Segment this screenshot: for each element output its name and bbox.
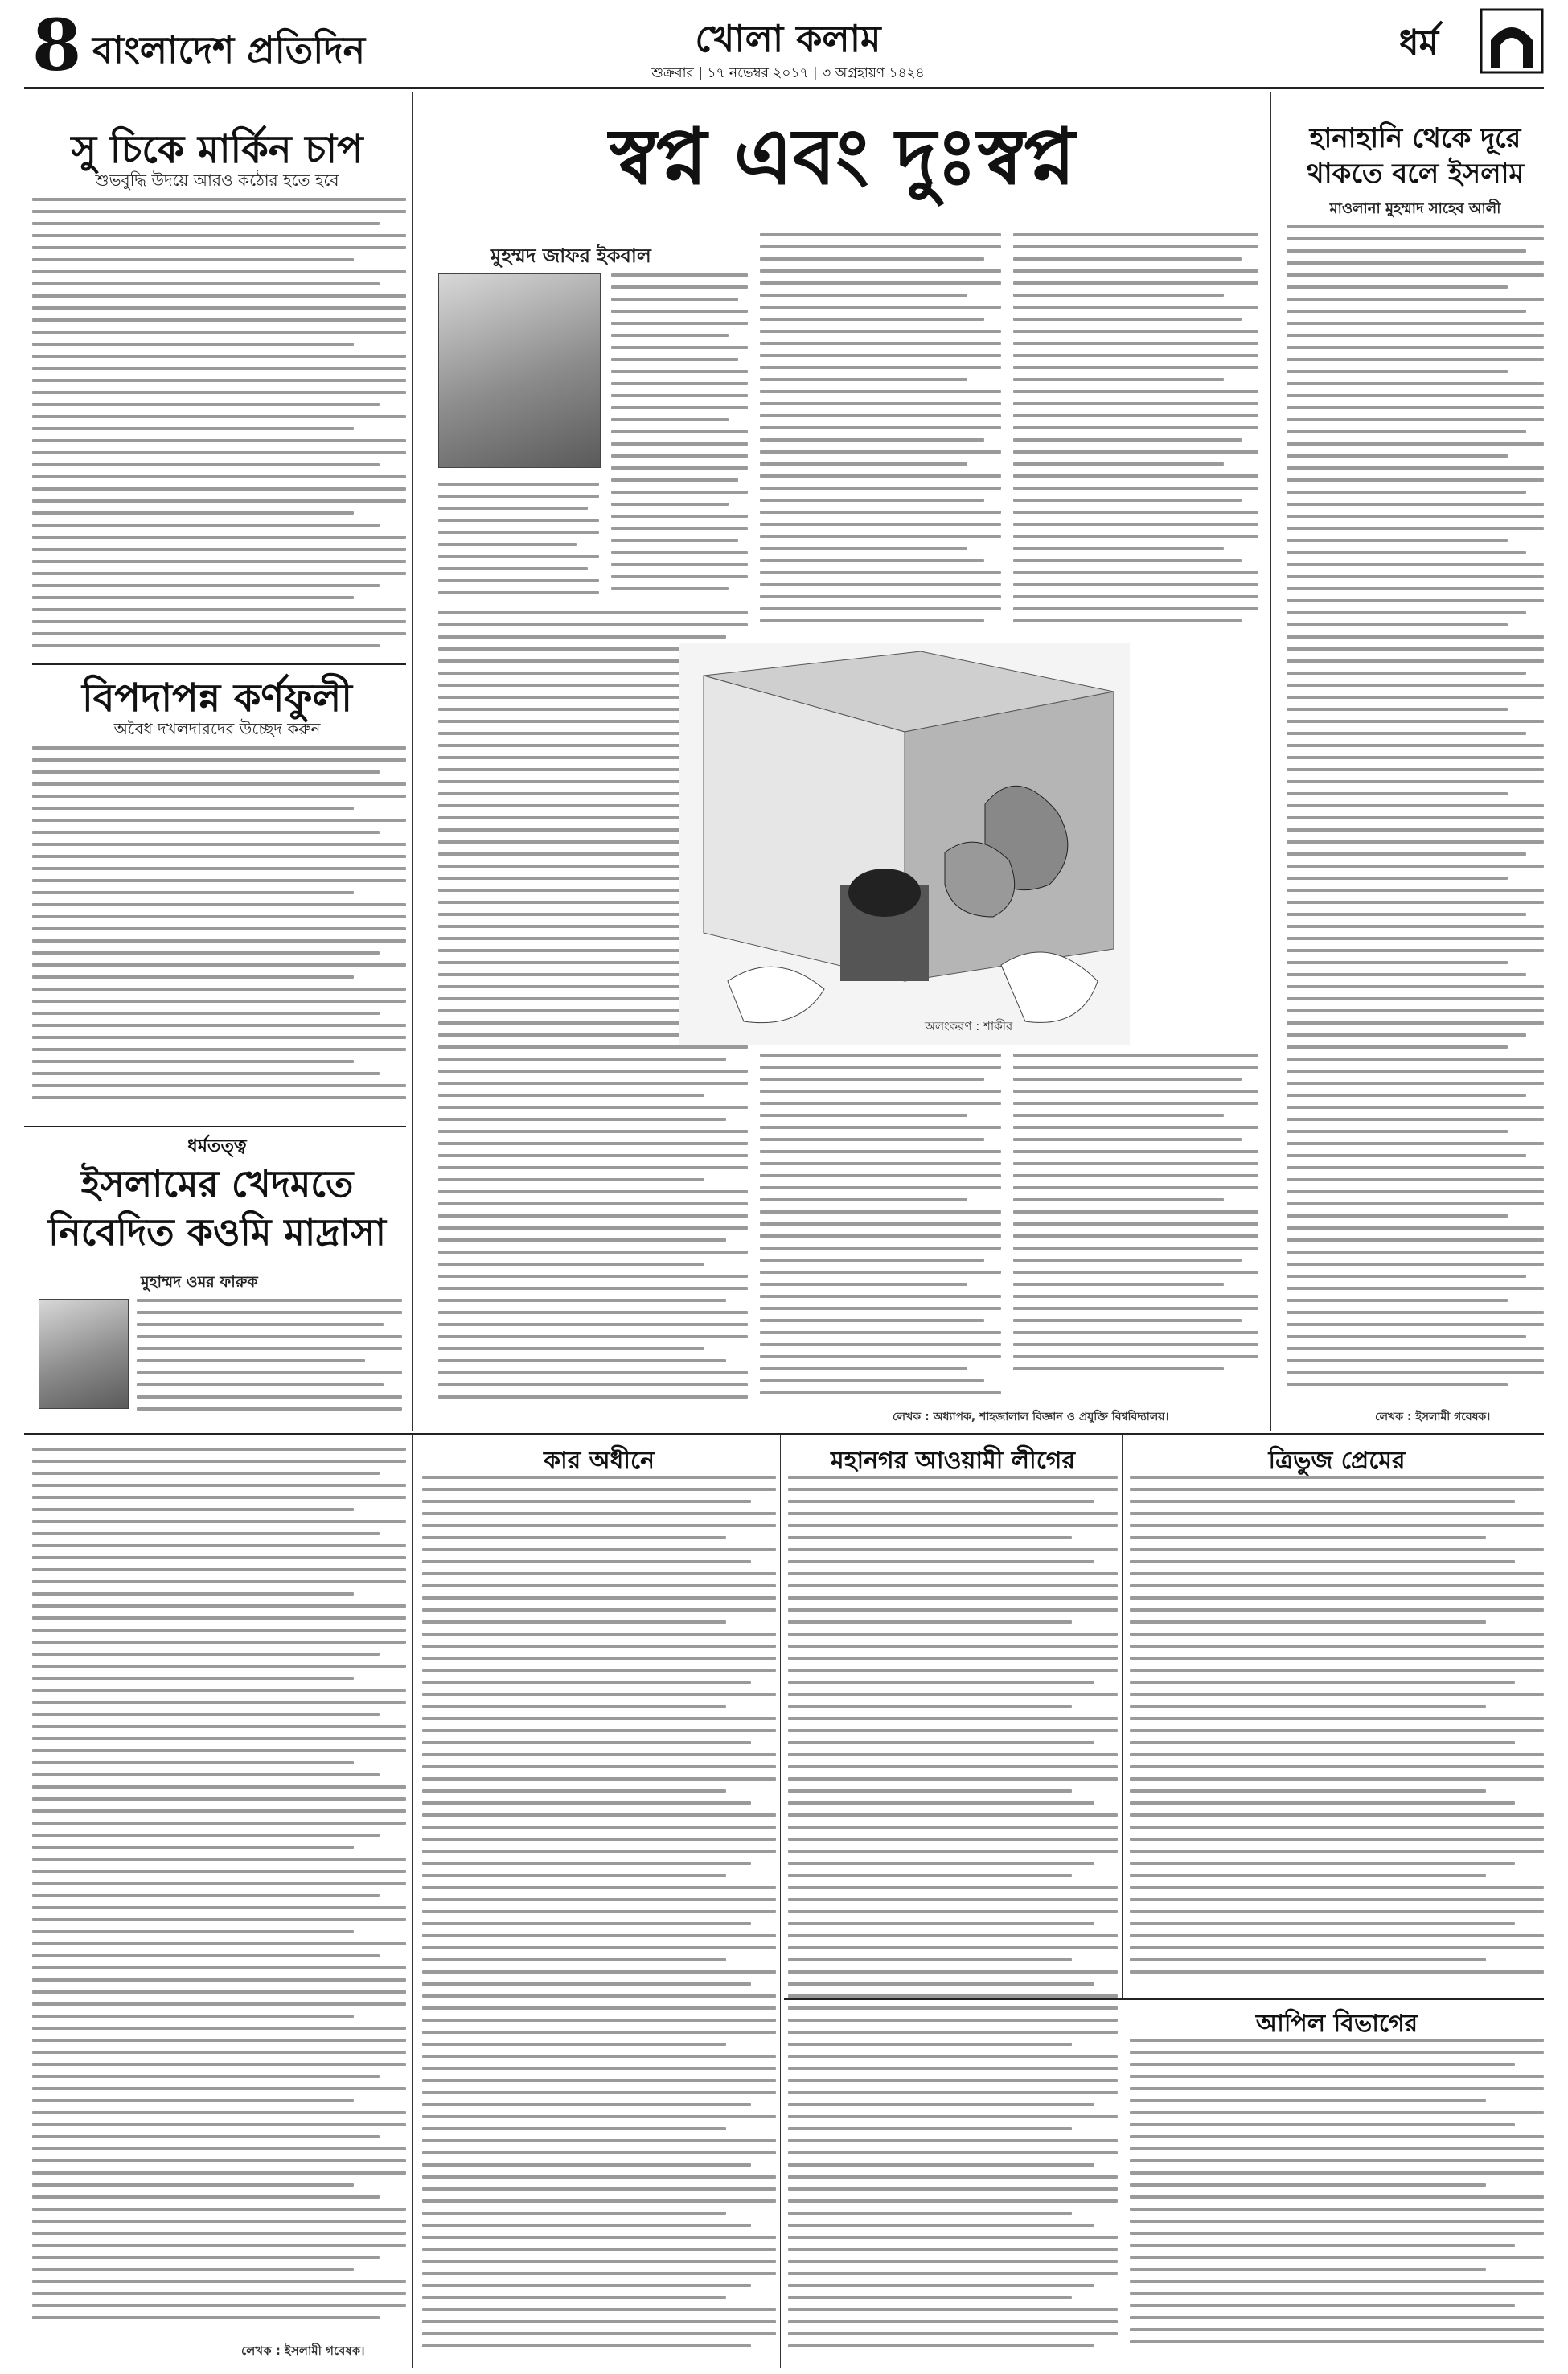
author-note: লেখক : ইসলামী গবেষক। bbox=[241, 2343, 365, 2358]
headline: ইসলামের খেদমতে নিবেদিত কওমি মাদ্রাসা bbox=[48, 1162, 386, 1254]
date-line: শুক্রবার | ১৭ নভেম্বর ২০১৭ | ৩ অগ্রহায়ণ ১৪২৪ bbox=[651, 65, 925, 81]
body-col-1 bbox=[611, 273, 748, 599]
headline: ত্রিভুজ প্রেমের bbox=[1268, 1447, 1406, 1475]
body-col-2 bbox=[760, 233, 1001, 635]
body-text bbox=[422, 1476, 776, 2360]
headline: মহানগর আওয়ামী লীগের bbox=[831, 1447, 1075, 1475]
mosque-icon bbox=[1480, 8, 1544, 74]
author-note: লেখক : অধ্যাপক, শাহজালাল বিজ্ঞান ও প্রযুক্তি বিশ্ববিদ্যালয়। bbox=[893, 1411, 1169, 1423]
body-text bbox=[1287, 225, 1544, 1399]
headline: সু চিকে মার্কিন চাপ bbox=[71, 127, 363, 172]
page-number: 8 bbox=[32, 3, 82, 87]
body-text bbox=[32, 746, 406, 1104]
section-label: ধর্মতত্ত্ব bbox=[187, 1136, 247, 1156]
author: মুহম্মদ জাফর ইকবাল bbox=[491, 244, 651, 267]
headline: আপিল বিভাগের bbox=[1255, 2010, 1418, 2038]
body-text bbox=[1130, 2039, 1544, 2360]
body-text bbox=[32, 198, 406, 652]
body-col-1-lower bbox=[438, 483, 599, 599]
author-photo bbox=[39, 1299, 129, 1409]
body-text bbox=[1130, 1476, 1544, 1990]
headline: হানাহানি থেকে দূরে থাকতে বলে ইসলাম bbox=[1306, 122, 1525, 190]
author-note: লেখক : ইসলামী গবেষক। bbox=[1375, 1411, 1491, 1423]
body-text-lower bbox=[32, 1448, 406, 2332]
paper-name: বাংলাদেশ প্রতিদিন bbox=[92, 28, 366, 72]
body-col-3 bbox=[1013, 233, 1258, 635]
headline: বিপদাপন্ন কর্ণফুলী bbox=[81, 676, 353, 721]
body-col-2-lower bbox=[760, 1054, 1001, 1415]
body-text bbox=[137, 1299, 402, 1419]
headline: কার অধীনে bbox=[544, 1447, 655, 1475]
headline: স্বপ্ন এবং দুঃস্বপ্ন bbox=[609, 111, 1076, 202]
illustration-dream bbox=[679, 643, 1130, 1045]
section-title: খোলা কলাম bbox=[695, 17, 881, 60]
author-photo bbox=[438, 273, 601, 468]
body-text bbox=[788, 1476, 1118, 2360]
author: মাওলানা মুহম্মাদ সাহেব আলী bbox=[1329, 200, 1501, 217]
author: মুহাম্মদ ওমর ফারুক bbox=[141, 1273, 258, 1291]
illustration-credit: অলংকরণ : শাকীর bbox=[925, 1019, 1013, 1033]
subheadline: অবৈধ দখলদারদের উচ্ছেদ করুন bbox=[113, 719, 321, 738]
subheadline: শুভবুদ্ধি উদয়ে আরও কঠোর হতে হবে bbox=[95, 170, 339, 190]
body-col-3-lower bbox=[1013, 1054, 1258, 1391]
right-section-title: ধর্ম bbox=[1399, 23, 1439, 64]
